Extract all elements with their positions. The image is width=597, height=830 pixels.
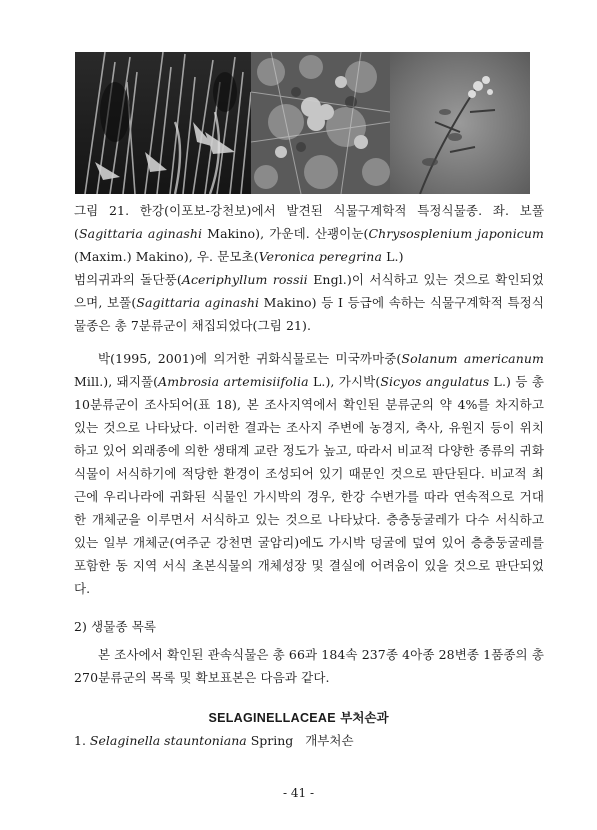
veronica-photo — [390, 52, 530, 194]
photo-strip — [75, 52, 530, 194]
caption-latin-name: Sagittaria aginashi — [78, 226, 203, 241]
family-heading — [0, 708, 597, 726]
latin-name: Sicyos angulatus — [380, 374, 490, 389]
section-title: 2) 생물종 목록 — [74, 619, 157, 634]
caption-text: (Maxim.) Makino), 우. 문모초( — [74, 249, 259, 264]
species-latin-name: Selaginella stauntoniana — [89, 733, 247, 748]
family-korean-name: 부처손과 — [335, 710, 389, 725]
species-author: Spring — [246, 733, 294, 748]
paragraph-3 — [74, 643, 544, 689]
caption-text: Makino), 가운데. 산괭이눈( — [202, 226, 369, 241]
paragraph-text: 본 조사에서 확인된 관속식물은 총 66과 184속 237종 4아종 28변종 1품종의 총 270분류군의 목록 및 확보표본은 다음과 같다. — [74, 647, 544, 685]
paragraph-text: Engl.)이 서식하고 있는 것으로 확인되었으며, 보풀( — [74, 272, 544, 310]
paragraph-text: 박(1995, 2001)에 의거한 귀화식물로는 미국까마중( — [98, 351, 402, 366]
paragraph-text: L.) 등 총 10분류군이 조사되어(표 18), 본 조사지역에서 확인된 분류군의 약 4%를 차지하고 있는 것으로 나타났다. 이러한 결과는 조사지 주변에 농경지, 축사, 유원지 등이 위치하고 있어 외래종에 의한 생태계 교란 정도가 높고, 따라서 비교적 다양한 종류의 귀화식물이 서식하기에 적당한 환경이 조성되어 있기 때문인 것으로 판단된다. 비교적 최근에 우리나라에 귀화된 식물인 가시박의 경우, 한강 수변가를 따라 연속적으로 거대한 개체군을 이루면서 서식하고 있는 것으로 나타났다. 층층둥굴레가 다수 서식하고 있는 일부 개체군(여주군 강천면 굴암리)에도 가시박 덩굴에 덮여 있어 층층둥굴레를 포함한 동 지역 서식 초본식물의 개체성장 및 결실에 어려움이 있을 것으로 판단되었다. — [74, 374, 544, 596]
paragraph-text: 범의귀과의 돌단풍( — [74, 272, 182, 287]
species-korean-name: 개부처손 — [293, 733, 354, 748]
chrysosplenium-photo — [251, 52, 390, 194]
figure-caption — [74, 199, 544, 268]
species-number: 1. — [74, 733, 90, 748]
caption-latin-name: Chrysosplenium japonicum — [368, 226, 544, 241]
latin-name: Solanum americanum — [401, 351, 544, 366]
caption-text: L.) — [382, 249, 404, 264]
paragraph-text: Makino) 등 I 등급에 속하는 식물구계학적 특정식물종은 총 7분류군이 채집되었다(그림 21). — [74, 295, 544, 333]
paragraph-2 — [74, 347, 544, 600]
latin-name: Ambrosia artemisiifolia — [158, 374, 309, 389]
latin-name: Aceriphyllum rossii — [181, 272, 308, 287]
arrowhead-plant-photo — [75, 52, 251, 194]
species-entry — [74, 731, 354, 749]
family-latin-name: SELAGINELLACEAE — [208, 711, 336, 725]
page-number: - 41 - — [282, 786, 314, 800]
latin-name: Sagittaria aginashi — [136, 295, 260, 310]
paragraph-text: Mill.), 돼지풀( — [74, 374, 159, 389]
paragraph-text: L.), 가시박( — [308, 374, 381, 389]
paragraph-1 — [74, 268, 544, 337]
caption-text: 그림 21. 한강(이포보-강천보)에서 발견된 식물구계학적 특정식물종. 좌. 보풀 ( — [74, 203, 544, 241]
caption-latin-name: Veronica peregrina — [258, 249, 383, 264]
